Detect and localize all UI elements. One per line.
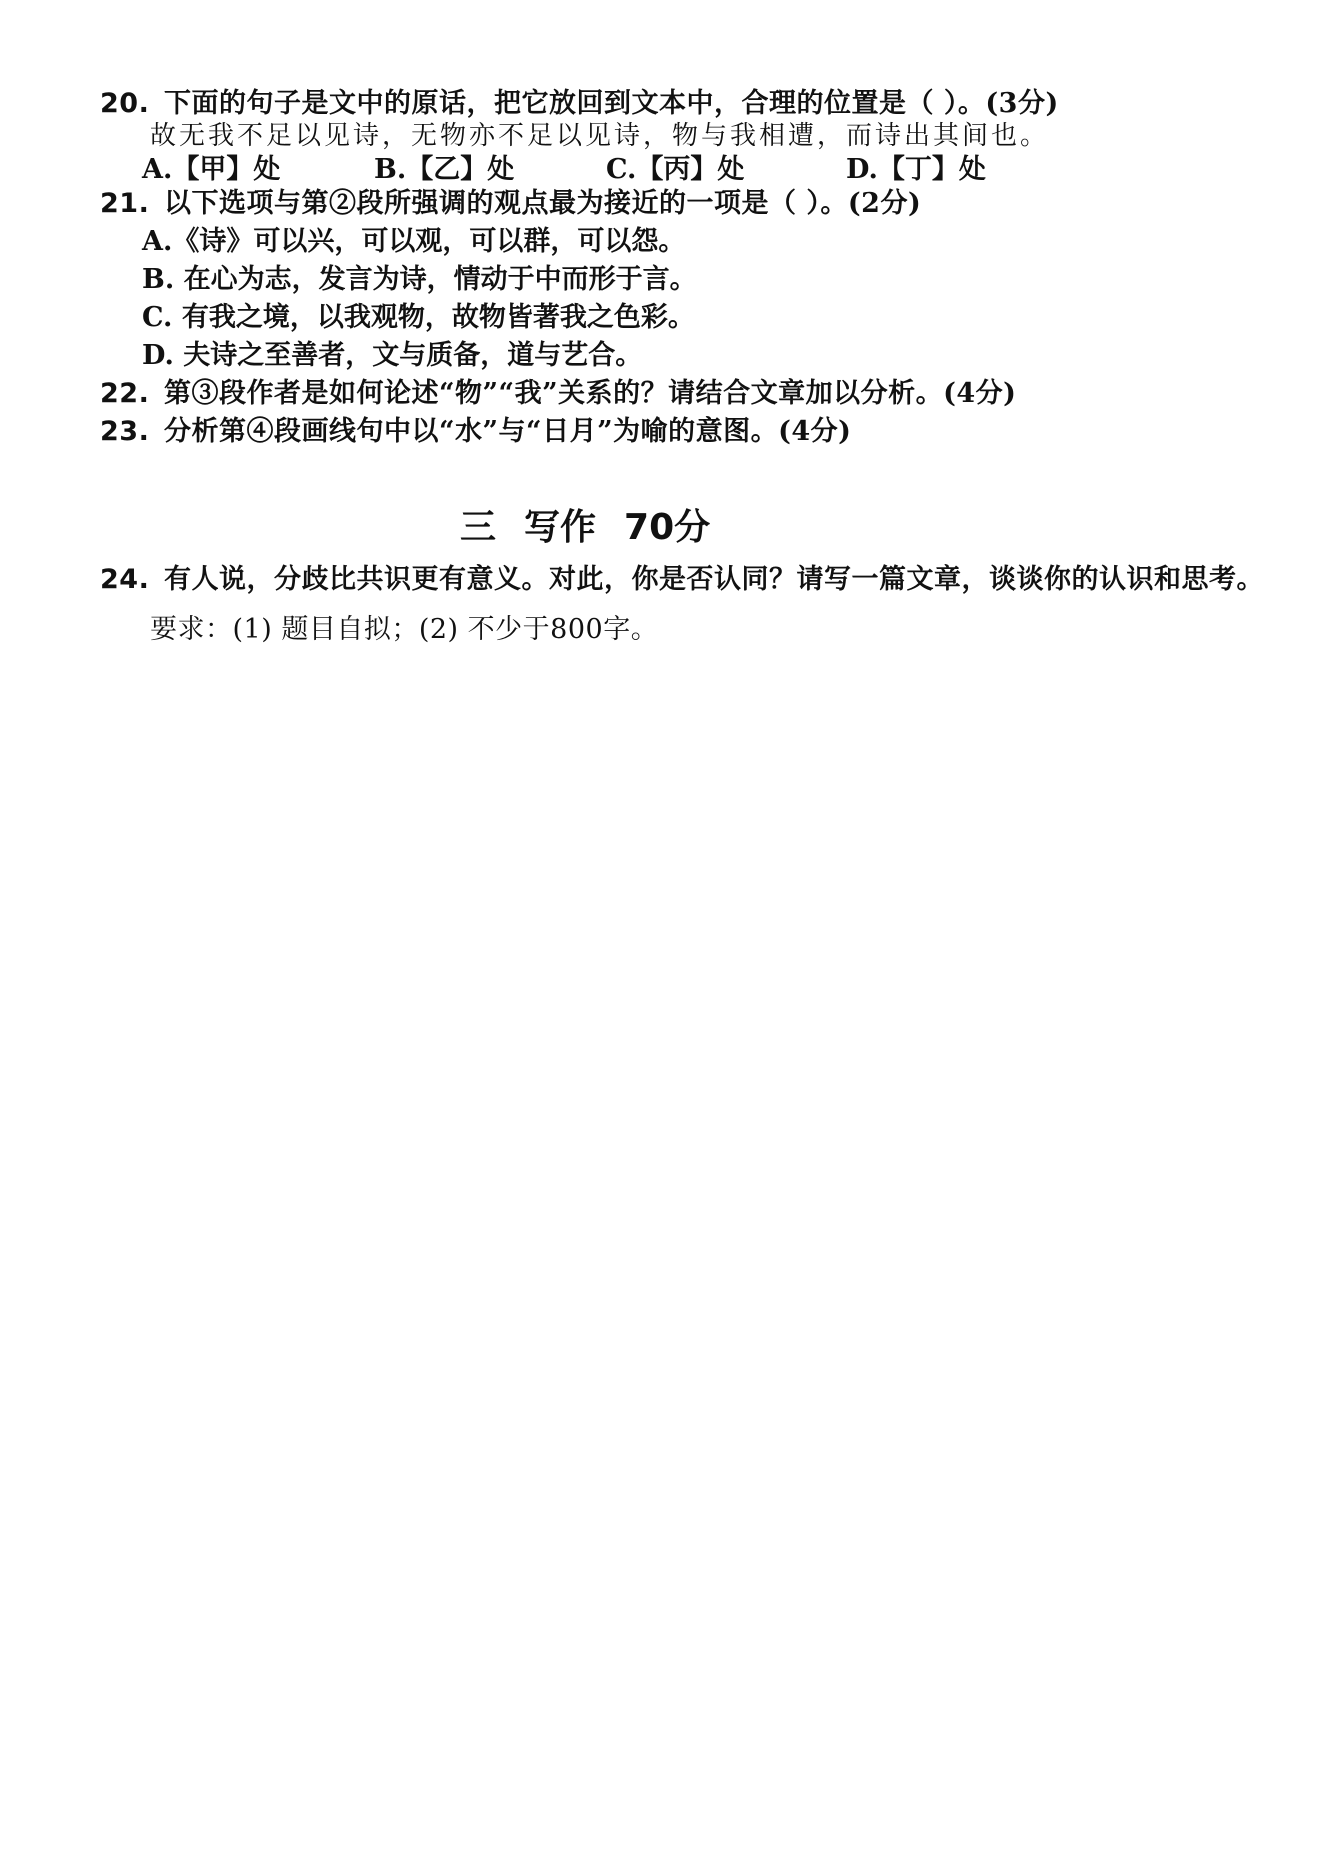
question-24-requirement: 要求：(1) 题目自拟；(2) 不少于800字。 [150,614,659,645]
question-stem: 下面的句子是文中的原话，把它放回到文本中，合理的位置是（ ）。(3分) [164,88,1059,119]
option-d: D.【丁】处 [846,154,986,185]
section-name: 写作 [524,507,597,548]
option-b: B.【乙】处 [374,154,515,185]
question-stem: 以下选项与第②段所强调的观点最为接近的一项是（ ）。(2分) [164,188,922,219]
question-number: 24. [100,564,150,595]
question-stem: 有人说，分歧比共识更有意义。对此，你是否认同？请写一篇文章，谈谈你的认识和思考。 [164,564,1264,595]
option-c: C. 有我之境，以我观物，故物皆著我之色彩。 [142,302,695,333]
question-number: 23. [100,416,150,447]
option-a: A.《诗》可以兴，可以观，可以群，可以怨。 [142,226,686,257]
question-21 [100,186,921,222]
question-number: 22. [100,378,150,409]
section-title [460,506,710,550]
question-stem: 第③段作者是如何论述“物”“我”关系的？请结合文章加以分析。(4分) [164,378,1017,409]
question-24 [100,562,1264,598]
section-score: 70分 [624,507,711,548]
question-stem: 分析第④段画线句中以“水”与“日月”为喻的意图。(4分) [164,416,852,447]
question-number: 21. [100,188,150,219]
question-20-quote: 故无我不足以见诗，无物亦不足以见诗，物与我相遭，而诗出其间也。 [150,121,1050,151]
option-d: D. 夫诗之至善者，文与质备，道与艺合。 [142,340,643,371]
question-20 [100,86,1059,122]
question-23 [100,414,851,450]
question-number: 20. [100,88,150,119]
option-c: C.【丙】处 [606,154,745,185]
option-b: B. 在心为志，发言为诗，情动于中而形于言。 [142,264,697,295]
section-index: 三 [460,507,497,548]
option-a: A.【甲】处 [142,154,281,185]
question-22 [100,376,1016,412]
